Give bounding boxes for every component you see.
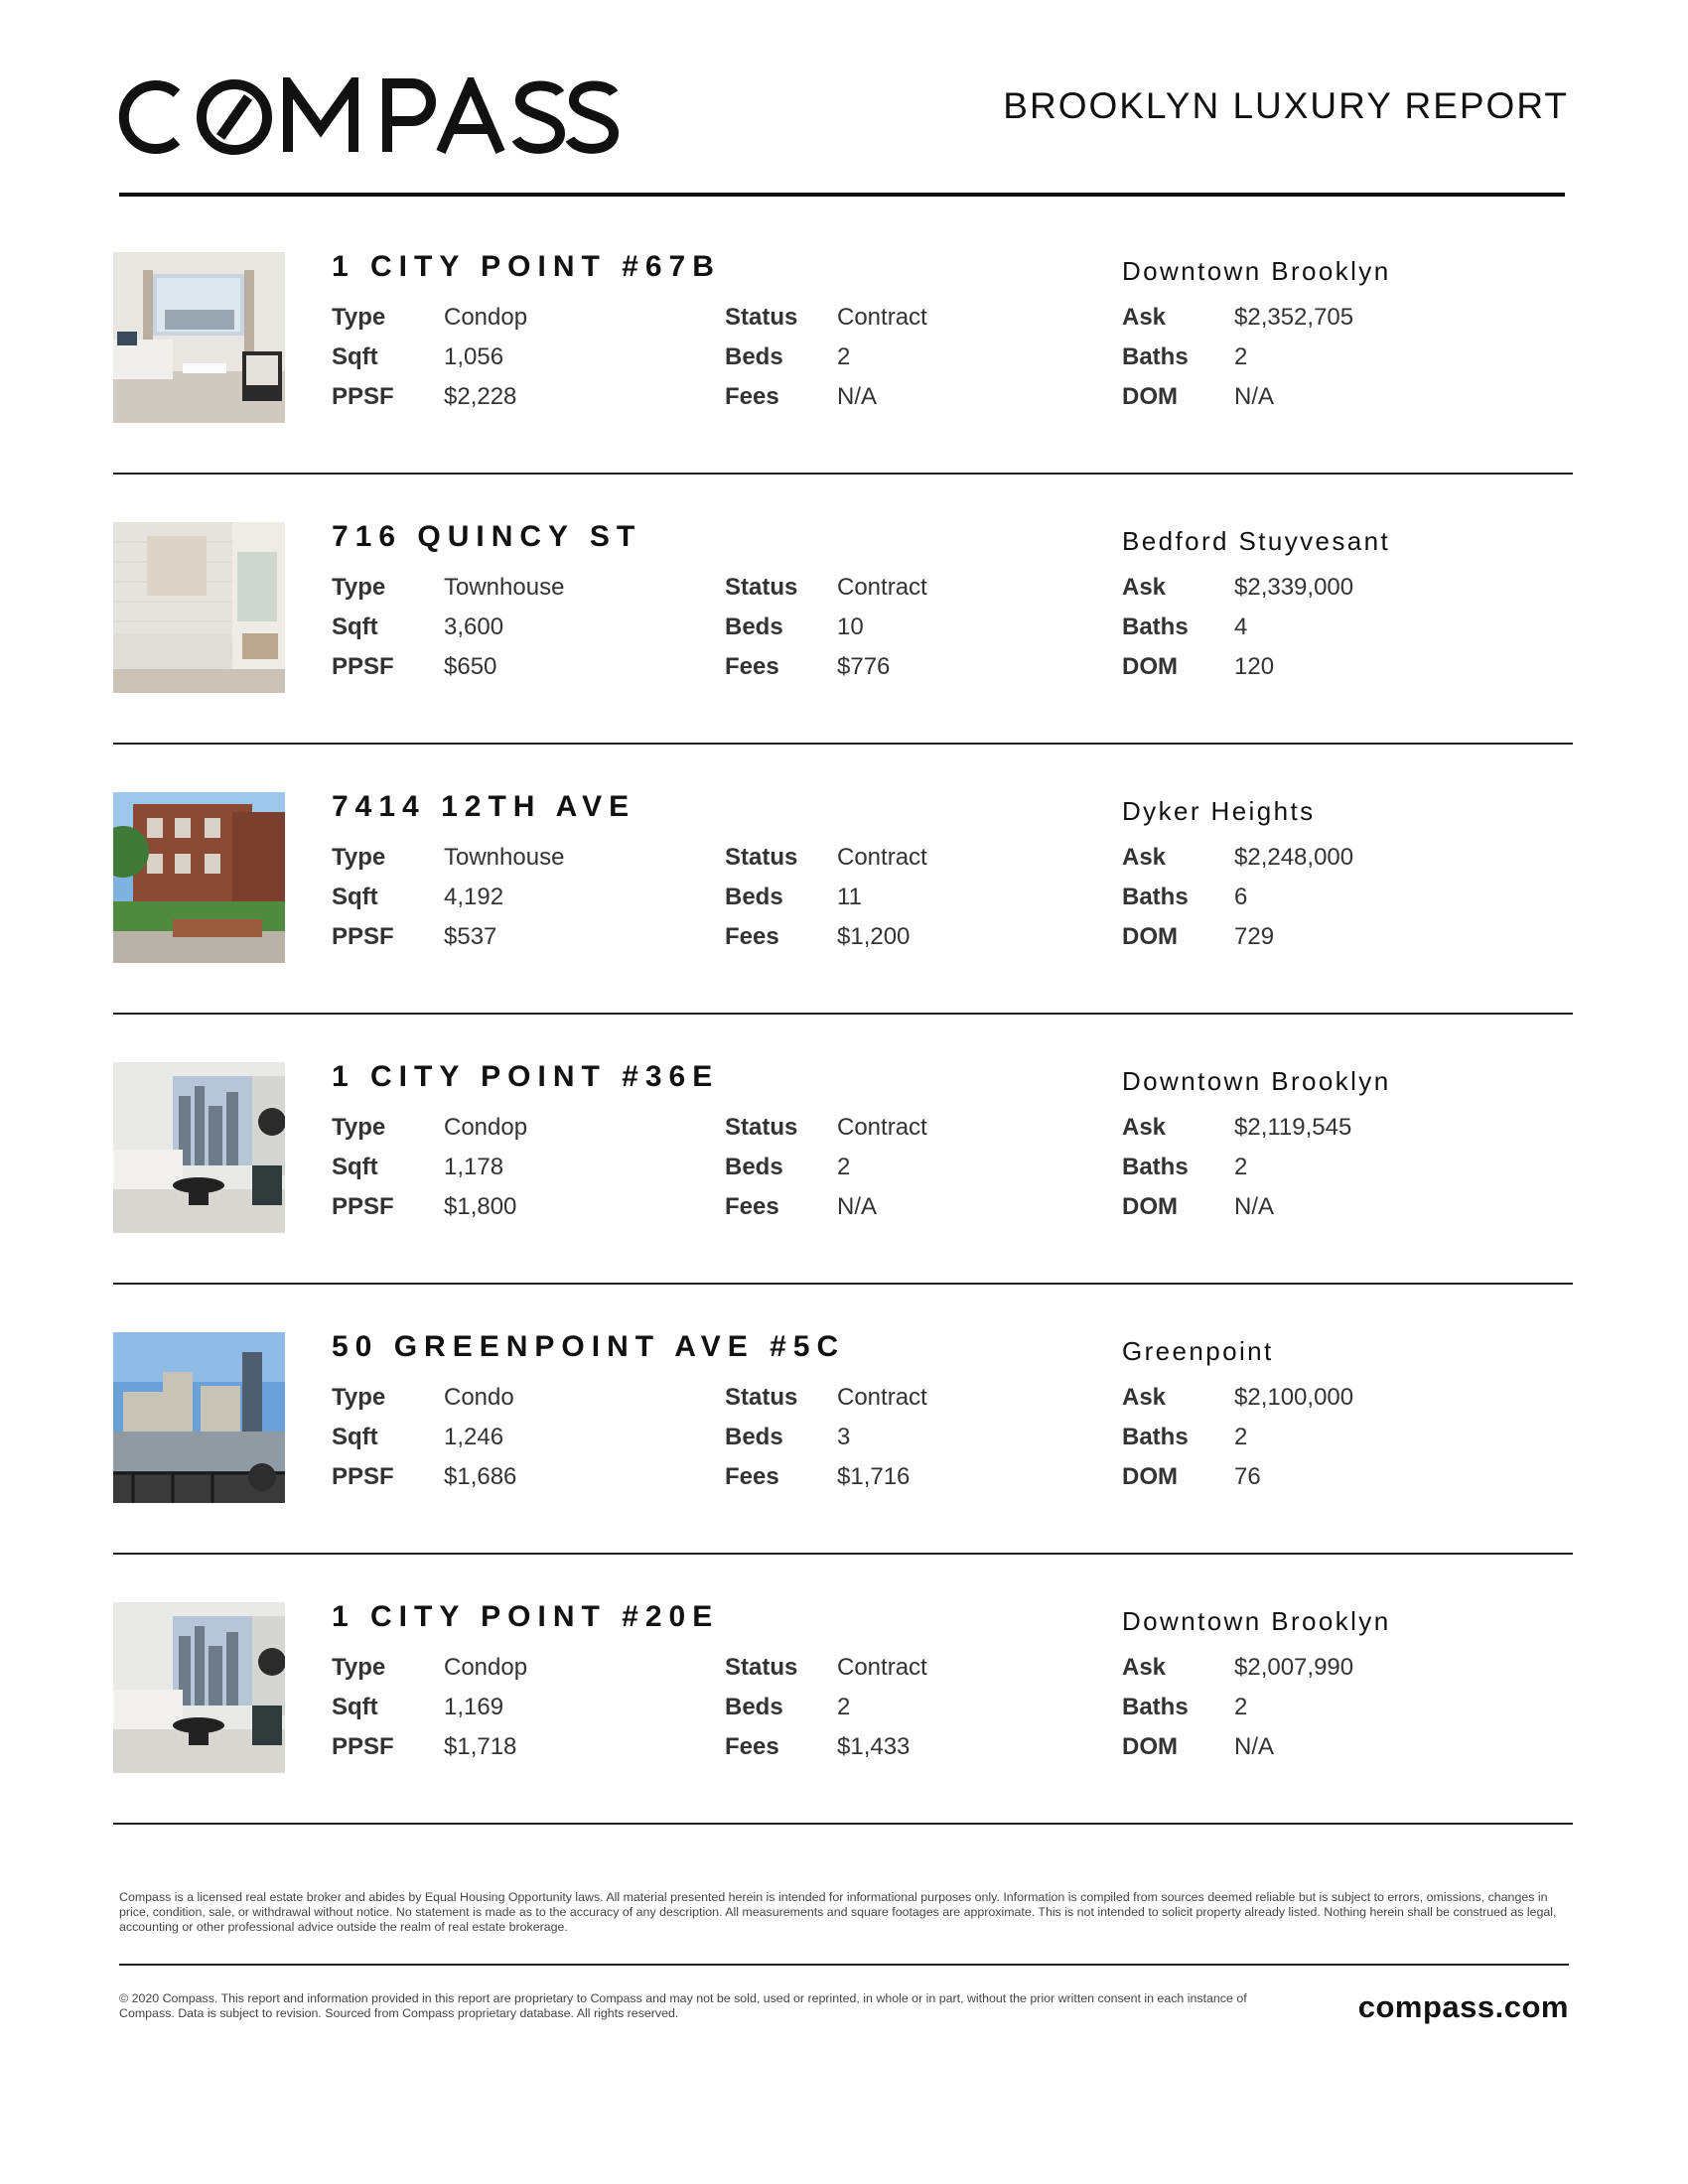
baths-value: 2 (1234, 1424, 1248, 1450)
status-value: Contract (837, 1384, 927, 1411)
beds-label: Beds (725, 343, 783, 370)
ppsf-label: PPSF (332, 1193, 394, 1220)
baths-label: Baths (1122, 884, 1189, 910)
dom-label: DOM (1122, 1463, 1178, 1490)
type-label: Type (332, 574, 386, 601)
dom-label: DOM (1122, 1733, 1178, 1760)
ppsf-label: PPSF (332, 1733, 394, 1760)
status-label: Status (725, 844, 798, 871)
fees-value: N/A (837, 1193, 878, 1220)
type-value: Condo (444, 1384, 514, 1411)
fees-label: Fees (725, 1733, 779, 1760)
ask-value: $2,248,000 (1234, 844, 1354, 871)
status-label: Status (725, 574, 798, 601)
listing-neighborhood: Dyker Heights (1122, 796, 1316, 826)
listing-address: 50 GREENPOINT AVE #5C (332, 1330, 846, 1363)
status-label: Status (725, 1654, 798, 1681)
city-view-living-room-photo (113, 1602, 285, 1773)
copyright-notice: © 2020 Compass. This report and information provided in this report are proprietary to Compass and may not be sold, used or reprinted, in whole or in part, without the prior written consent in each instance of Compass. Data is subject to revision. Sourced from Compass proprietary database. All rights reserved. (119, 1991, 1247, 2020)
dom-value: 120 (1234, 653, 1275, 680)
website-link[interactable]: compass.com (1357, 1989, 1569, 2024)
ppsf-value: $1,800 (444, 1193, 517, 1220)
listing-neighborhood: Downtown Brooklyn (1122, 256, 1391, 286)
ask-label: Ask (1122, 574, 1167, 601)
listing-neighborhood: Greenpoint (1122, 1336, 1274, 1366)
ppsf-label: PPSF (332, 923, 394, 950)
dom-value: 76 (1234, 1463, 1261, 1490)
dom-value: N/A (1234, 1733, 1275, 1760)
listing-address: 1 CITY POINT #20E (332, 1600, 720, 1633)
sqft-label: Sqft (332, 343, 378, 370)
fees-label: Fees (725, 1193, 779, 1220)
beds-value: 11 (837, 884, 862, 910)
listing-row (113, 1332, 1573, 1600)
balcony-view-photo (113, 1332, 285, 1503)
type-label: Type (332, 844, 386, 871)
status-value: Contract (837, 304, 927, 331)
ask-label: Ask (1122, 1384, 1167, 1411)
sqft-value: 1,178 (444, 1154, 504, 1180)
compass-logo-wordmark (117, 77, 619, 157)
ask-label: Ask (1122, 1654, 1167, 1681)
baths-value: 2 (1234, 343, 1248, 370)
status-label: Status (725, 1114, 798, 1141)
baths-value: 2 (1234, 1154, 1248, 1180)
listing-divider (113, 1283, 1573, 1285)
listing-photo[interactable] (113, 522, 285, 693)
sqft-value: 1,246 (444, 1424, 504, 1450)
fees-value: $776 (837, 653, 891, 680)
listing-photo[interactable] (113, 1602, 285, 1773)
dom-value: 729 (1234, 923, 1275, 950)
city-view-living-room-photo (113, 1062, 285, 1233)
sqft-value: 1,169 (444, 1694, 504, 1720)
ask-value: $2,119,545 (1234, 1114, 1352, 1141)
ask-label: Ask (1122, 304, 1167, 331)
ask-value: $2,339,000 (1234, 574, 1354, 601)
baths-value: 4 (1234, 614, 1248, 640)
beds-value: 2 (837, 1694, 851, 1720)
fees-label: Fees (725, 653, 779, 680)
ask-label: Ask (1122, 844, 1167, 871)
type-value: Townhouse (444, 844, 565, 871)
fees-label: Fees (725, 383, 779, 410)
beds-value: 2 (837, 343, 851, 370)
status-label: Status (725, 1384, 798, 1411)
ask-value: $2,100,000 (1234, 1384, 1354, 1411)
status-value: Contract (837, 574, 927, 601)
baths-label: Baths (1122, 1424, 1189, 1450)
baths-label: Baths (1122, 614, 1189, 640)
dom-label: DOM (1122, 653, 1178, 680)
compass-logo (117, 77, 619, 157)
ppsf-value: $1,718 (444, 1733, 517, 1760)
dom-value: N/A (1234, 383, 1275, 410)
type-label: Type (332, 1384, 386, 1411)
sqft-value: 3,600 (444, 614, 504, 640)
ask-value: $2,007,990 (1234, 1654, 1354, 1681)
listing-photo[interactable] (113, 252, 285, 423)
status-label: Status (725, 304, 798, 331)
ppsf-value: $2,228 (444, 383, 517, 410)
type-value: Condop (444, 1114, 528, 1141)
listing-neighborhood: Downtown Brooklyn (1122, 1606, 1391, 1636)
type-value: Condop (444, 304, 528, 331)
listing-divider (113, 743, 1573, 745)
sqft-label: Sqft (332, 1424, 378, 1450)
fees-value: $1,200 (837, 923, 911, 950)
dom-value: N/A (1234, 1193, 1275, 1220)
listing-row (113, 1602, 1573, 1870)
beds-value: 10 (837, 614, 864, 640)
ppsf-label: PPSF (332, 1463, 394, 1490)
dom-label: DOM (1122, 383, 1178, 410)
fees-value: $1,433 (837, 1733, 911, 1760)
header-divider (119, 193, 1565, 197)
dom-label: DOM (1122, 1193, 1178, 1220)
listing-row (113, 792, 1573, 1060)
listing-divider (113, 1553, 1573, 1555)
listing-divider (113, 473, 1573, 475)
type-value: Condop (444, 1654, 528, 1681)
status-value: Contract (837, 1114, 927, 1141)
listing-address: 7414 12TH AVE (332, 790, 636, 823)
baths-value: 6 (1234, 884, 1248, 910)
brick-exterior-photo (113, 792, 285, 963)
beds-label: Beds (725, 1694, 783, 1720)
beds-label: Beds (725, 1424, 783, 1450)
sqft-label: Sqft (332, 1694, 378, 1720)
report-title: BROOKLYN LUXURY REPORT (1003, 85, 1569, 126)
beds-label: Beds (725, 614, 783, 640)
legal-disclaimer: Compass is a licensed real estate broker and abides by Equal Housing Opportunity laws. All material presented herein is intended for informational purposes only. Information is compiled from sources deemed reliable but is subject to errors, omissions, changes in price, condition, sale, or withdrawal without notice. No statement is made as to the accuracy of any description. All measurements and square footages are approximate. This is not intended to solicit property already listed. Nothing herein shall be construed as legal, accounting or other professional advice outside the realm of real estate brokerage. (119, 1890, 1557, 1934)
beds-value: 2 (837, 1154, 851, 1180)
sqft-label: Sqft (332, 884, 378, 910)
status-value: Contract (837, 844, 927, 871)
sqft-label: Sqft (332, 1154, 378, 1180)
fees-value: N/A (837, 383, 878, 410)
beds-label: Beds (725, 1154, 783, 1180)
ppsf-label: PPSF (332, 383, 394, 410)
listing-address: 716 QUINCY ST (332, 520, 642, 553)
baths-label: Baths (1122, 343, 1189, 370)
ppsf-value: $650 (444, 653, 497, 680)
fees-value: $1,716 (837, 1463, 911, 1490)
ask-value: $2,352,705 (1234, 304, 1354, 331)
type-value: Townhouse (444, 574, 565, 601)
sqft-value: 1,056 (444, 343, 504, 370)
sqft-value: 4,192 (444, 884, 504, 910)
dom-label: DOM (1122, 923, 1178, 950)
listing-row (113, 252, 1573, 520)
beds-label: Beds (725, 884, 783, 910)
listing-photo[interactable] (113, 1332, 285, 1503)
listing-photo[interactable] (113, 1062, 285, 1233)
baths-label: Baths (1122, 1694, 1189, 1720)
status-value: Contract (837, 1654, 927, 1681)
baths-label: Baths (1122, 1154, 1189, 1180)
listing-neighborhood: Downtown Brooklyn (1122, 1066, 1391, 1096)
type-label: Type (332, 304, 386, 331)
ask-label: Ask (1122, 1114, 1167, 1141)
ppsf-value: $537 (444, 923, 497, 950)
type-label: Type (332, 1114, 386, 1141)
baths-value: 2 (1234, 1694, 1248, 1720)
listing-neighborhood: Bedford Stuyvesant (1122, 526, 1391, 556)
living-room-photo (113, 252, 285, 423)
listing-photo[interactable] (113, 792, 285, 963)
ppsf-value: $1,686 (444, 1463, 517, 1490)
sqft-label: Sqft (332, 614, 378, 640)
footer-divider (119, 1964, 1569, 1966)
listing-divider (113, 1823, 1573, 1825)
type-label: Type (332, 1654, 386, 1681)
ppsf-label: PPSF (332, 653, 394, 680)
listing-row (113, 1062, 1573, 1330)
fees-label: Fees (725, 1463, 779, 1490)
listing-divider (113, 1013, 1573, 1015)
listing-row (113, 522, 1573, 790)
brick-living-room-photo (113, 522, 285, 693)
listing-address: 1 CITY POINT #67B (332, 250, 721, 283)
beds-value: 3 (837, 1424, 851, 1450)
listing-address: 1 CITY POINT #36E (332, 1060, 720, 1093)
fees-label: Fees (725, 923, 779, 950)
